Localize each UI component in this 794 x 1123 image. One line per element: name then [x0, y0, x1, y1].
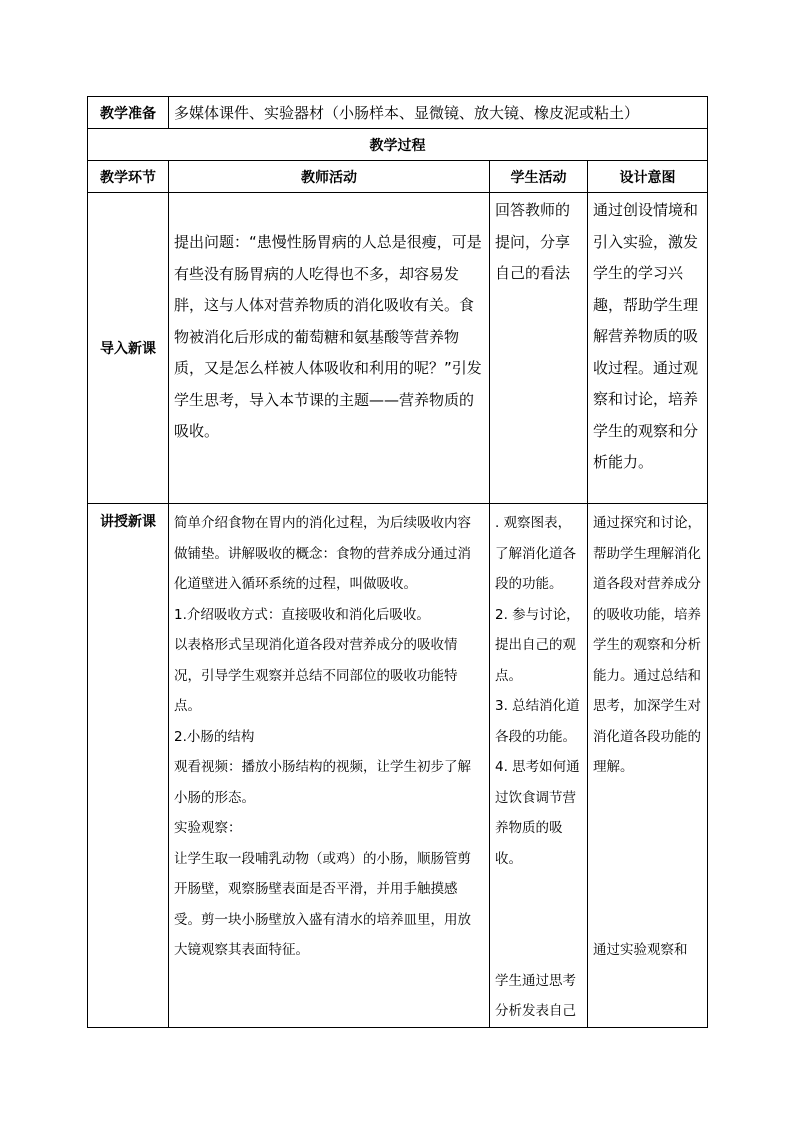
- column-header-row: [88, 161, 708, 193]
- blank-space: [593, 874, 702, 905]
- lesson-plan-table: [87, 96, 708, 1028]
- teacher-paragraph: 简单介绍食物在胃内的消化过程，为后续吸收内容做铺垫。讲解吸收的概念：食物的营养成分通过消化道壁进入循环系统的过程，叫做吸收。: [174, 515, 471, 592]
- student-paragraph: 3. 总结消化道各段的功能。: [495, 698, 580, 745]
- student-activity-intro: [490, 193, 588, 504]
- student-paragraph: 2. 参与讨论，提出自己的观点。: [495, 606, 580, 684]
- stage-intro: 导入新课: [88, 193, 169, 504]
- header-teacher: 教师活动: [169, 161, 490, 193]
- header-intent: 设计意图: [588, 161, 708, 193]
- teacher-activity-intro: [169, 193, 490, 504]
- blank-space: [495, 874, 582, 905]
- prep-row: [88, 97, 708, 129]
- intent-paragraph: 通过探究和讨论，帮助学生理解消化道各段对营养成分的吸收功能，培养学生的观察和分析能力。通过总结和思考，加深学生对消化道各段功能的理解。: [593, 515, 701, 775]
- design-intent-intro: [588, 193, 708, 504]
- stage-new-lesson: 讲授新课: [88, 504, 169, 1028]
- blank-space: [495, 905, 582, 936]
- student-paragraph: . 观察图表，了解消化道各段的功能。: [495, 515, 576, 592]
- blank-space: [593, 844, 702, 875]
- table-row: [88, 193, 708, 504]
- teacher-paragraph: 观看视频：播放小肠结构的视频，让学生初步了解小肠的形态。: [174, 759, 471, 806]
- teacher-activity-lesson: [169, 504, 490, 1028]
- student-activity-lesson: [490, 504, 588, 1028]
- teacher-paragraph: 提出问题：“患慢性肠胃病的人总是很瘦，可是有些没有肠胃病的人吃得也不多，却容易发胖，这与人体对营养物质的消化吸收有关。食物被消化后形成的葡萄糖和氨基酸等营养物质，又是怎么样被人体吸收和利用的呢？”引发学生思考，导入本节课的主题——营养物质的吸收。: [174, 233, 482, 440]
- blank-space: [593, 813, 702, 844]
- process-title: 教学过程: [88, 129, 708, 161]
- teacher-paragraph: 1.介绍吸收方式：直接吸收和消化后吸收。: [174, 606, 430, 623]
- process-title-row: [88, 129, 708, 161]
- teacher-paragraph: 让学生取一段哺乳动物（或鸡）的小肠，顺肠管剪开肠壁，观察肠壁表面是否平滑，并用手触摸感受。剪一块小肠壁放入盛有清水的培养皿里，用放大镜观察其表面特征。: [174, 850, 471, 958]
- teacher-paragraph: 2.小肠的结构: [174, 728, 255, 745]
- teacher-paragraph: 以表格形式呈现消化道各段对营养成分的吸收情况，引导学生观察并总结不同部位的吸收功能特点。: [174, 637, 458, 714]
- header-student: 学生活动: [490, 161, 588, 193]
- design-intent-lesson: [588, 504, 708, 1028]
- intent-paragraph: 通过创设情境和引入实验，激发学生的学习兴趣，帮助学生理解营养物质的吸收过程。通过观察和讨论，培养学生的观察和分析能力。: [593, 201, 699, 471]
- intent-paragraph: 通过实验观察和: [593, 942, 688, 958]
- table-row: [88, 504, 708, 1028]
- blank-space: [495, 935, 582, 966]
- student-paragraph: 学生通过思考分析发表自己: [495, 972, 576, 1019]
- teacher-paragraph: 实验观察：: [174, 820, 242, 836]
- prep-content: 多媒体课件、实验器材（小肠样本、显微镜、放大镜、橡皮泥或粘土）: [169, 97, 708, 129]
- header-stage: 教学环节: [88, 161, 169, 193]
- blank-space: [593, 783, 702, 814]
- prep-label: 教学准备: [88, 97, 169, 129]
- blank-space: [593, 905, 702, 936]
- student-paragraph: 4. 思考如何通过饮食调节营养物质的吸收。: [495, 759, 580, 867]
- student-paragraph: 回答教师的提问，分享自己的看法: [495, 201, 571, 282]
